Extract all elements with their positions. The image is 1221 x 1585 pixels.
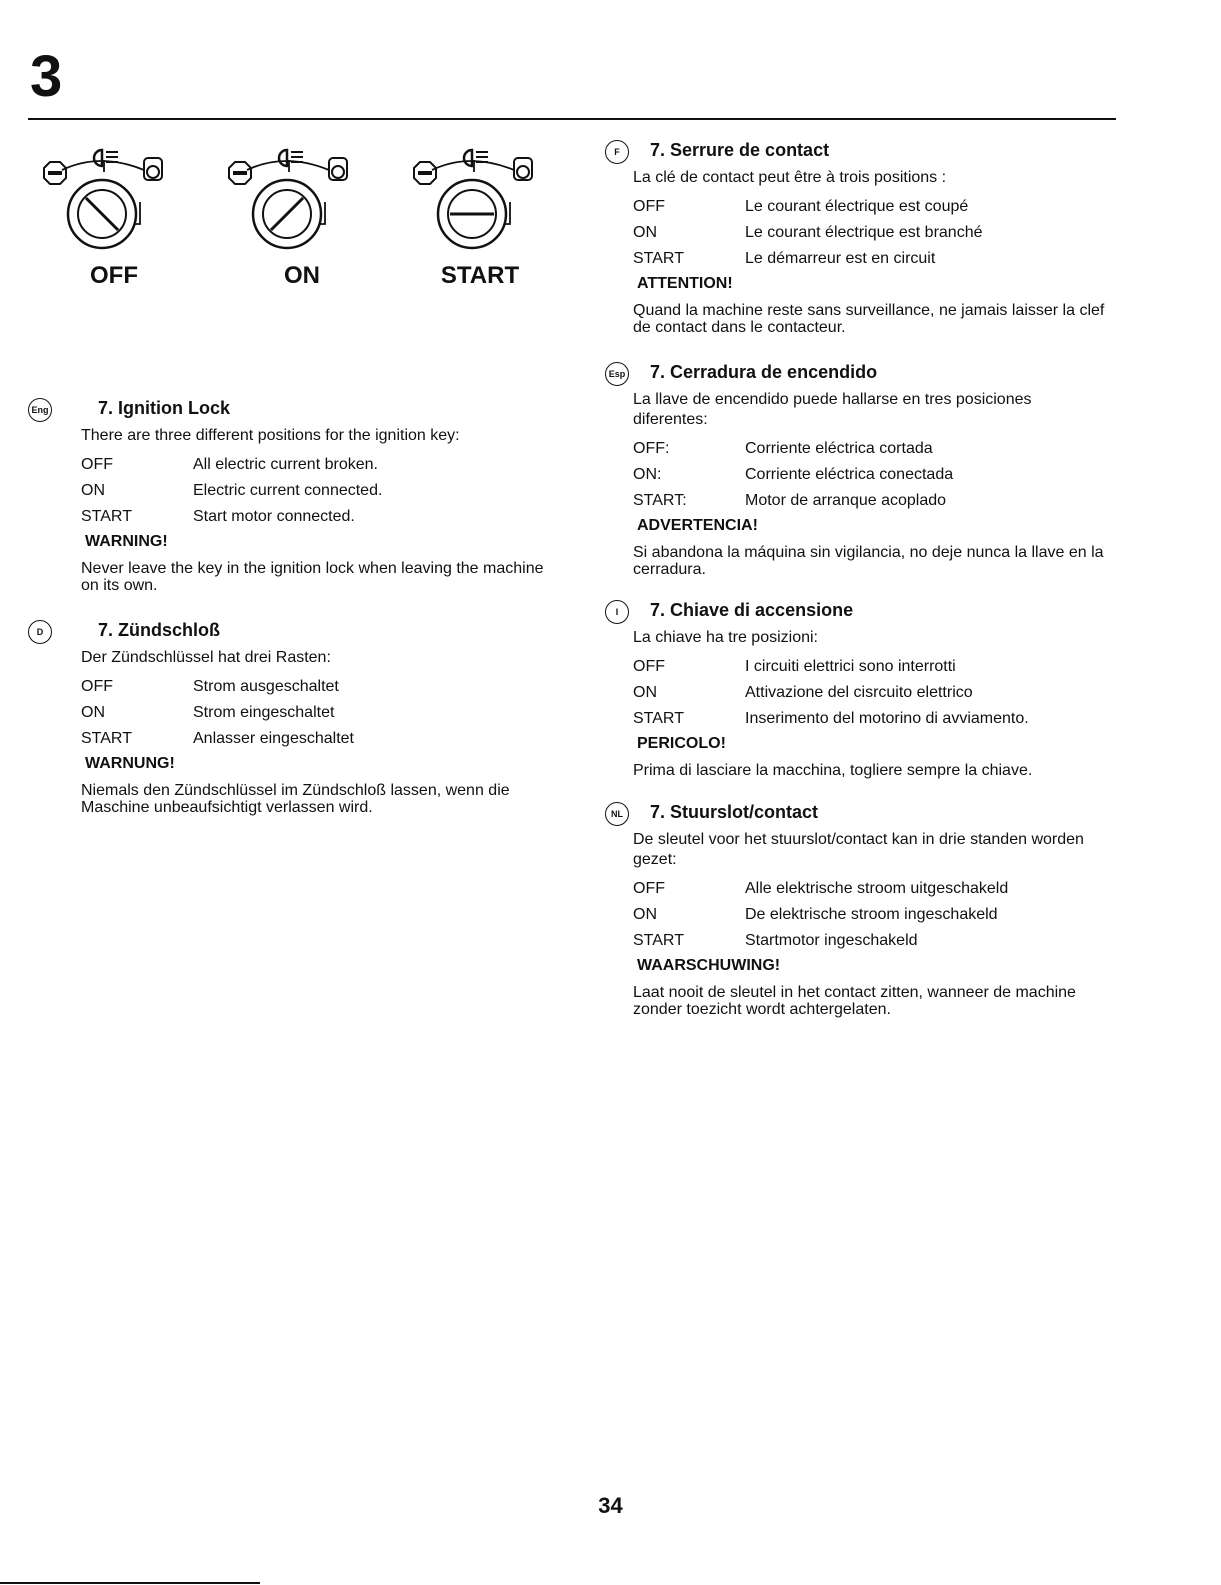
section-title: 7. Stuurslot/contact bbox=[650, 802, 819, 822]
position-row bbox=[81, 700, 553, 726]
warning-label: WARNUNG! bbox=[85, 755, 175, 772]
section-title: 7. Ignition Lock bbox=[98, 398, 231, 418]
section-intro: La clé de contact peut être à trois positions : bbox=[633, 169, 947, 186]
position-row bbox=[633, 194, 1105, 220]
dial-start bbox=[414, 150, 532, 248]
section-french bbox=[605, 140, 1105, 336]
position-row bbox=[81, 504, 553, 530]
section-intro: Der Zündschlüssel hat drei Rasten: bbox=[81, 649, 331, 666]
warning-label: ADVERTENCIA! bbox=[637, 517, 758, 534]
language-badge-icon: F bbox=[605, 140, 629, 164]
position-desc: Motor de arranque acoplado bbox=[745, 492, 947, 509]
position-key: OFF bbox=[633, 658, 665, 675]
position-key: ON bbox=[633, 224, 657, 241]
warning-text: Never leave the key in the ignition lock when leaving the machine on its own. bbox=[81, 560, 544, 594]
position-key: OFF bbox=[633, 198, 665, 215]
position-key: START bbox=[633, 710, 684, 727]
warning-text: Prima di lasciare la macchina, togliere sempre la chiave. bbox=[633, 762, 1033, 779]
position-desc: Electric current connected. bbox=[193, 482, 383, 499]
position-key: ON bbox=[633, 906, 657, 923]
dial-off bbox=[44, 150, 162, 248]
position-row bbox=[633, 654, 1105, 680]
warning-label: WAARSCHUWING! bbox=[637, 957, 781, 974]
warning-text: Quand la machine reste sans surveillance, ne jamais laisser la clef de contact dans le contacteur. bbox=[633, 302, 1105, 336]
position-row bbox=[633, 902, 1105, 928]
bottom-edge-rule bbox=[0, 1582, 260, 1584]
position-row bbox=[633, 680, 1105, 706]
position-key: ON bbox=[81, 482, 105, 499]
position-desc: Inserimento del motorino di avviamento. bbox=[745, 710, 1029, 727]
position-desc: Le courant électrique est branché bbox=[745, 224, 983, 241]
warning-label: WARNING! bbox=[85, 533, 168, 550]
section-italian bbox=[605, 600, 1105, 779]
position-key: OFF: bbox=[633, 440, 670, 457]
position-desc: Startmotor ingeschakeld bbox=[745, 932, 918, 949]
position-row bbox=[633, 246, 1105, 272]
position-desc: All electric current broken. bbox=[193, 456, 378, 473]
position-key: START bbox=[81, 508, 132, 525]
position-key: START bbox=[633, 250, 684, 267]
position-desc: Attivazione del cisrcuito elettrico bbox=[745, 684, 973, 701]
warning-text: Niemals den Zündschlüssel im Zündschloß lassen, wenn die Maschine unbeaufsichtigt verlassen wird. bbox=[81, 782, 510, 816]
position-row bbox=[633, 436, 1105, 462]
language-badge-icon: I bbox=[605, 600, 629, 624]
position-desc: Start motor connected. bbox=[193, 508, 355, 525]
section-intro: There are three different positions for the ignition key: bbox=[81, 427, 460, 444]
position-key: ON bbox=[81, 704, 105, 721]
section-dutch bbox=[605, 802, 1105, 1018]
section-german bbox=[28, 620, 553, 816]
position-row bbox=[633, 462, 1105, 488]
warning-label: ATTENTION! bbox=[637, 275, 733, 292]
position-row bbox=[633, 220, 1105, 246]
chapter-number: 3 bbox=[30, 44, 63, 109]
position-desc: Anlasser eingeschaltet bbox=[193, 730, 354, 747]
position-row bbox=[633, 488, 1105, 514]
position-key: OFF bbox=[81, 456, 113, 473]
position-key: START: bbox=[633, 492, 687, 509]
position-key: OFF bbox=[81, 678, 113, 695]
position-row bbox=[81, 478, 553, 504]
position-desc: Corriente eléctrica cortada bbox=[745, 440, 933, 457]
section-title: 7. Zündschloß bbox=[98, 620, 221, 640]
header-rule bbox=[28, 118, 1116, 120]
position-row bbox=[81, 726, 553, 752]
language-badge-icon: NL bbox=[605, 802, 629, 826]
position-row bbox=[81, 674, 553, 700]
section-spanish bbox=[605, 362, 1105, 578]
section-title: 7. Serrure de contact bbox=[650, 140, 830, 160]
position-desc: Alle elektrische stroom uitgeschakeld bbox=[745, 880, 1009, 897]
position-label-off: OFF bbox=[90, 262, 138, 289]
page-number: 34 bbox=[598, 1493, 623, 1518]
section-title: 7. Chiave di accensione bbox=[650, 600, 854, 620]
section-intro: La llave de encendido puede hallarse en tres posiciones diferentes: bbox=[633, 391, 1032, 428]
position-key: ON: bbox=[633, 466, 662, 483]
position-row bbox=[633, 928, 1105, 954]
language-badge-icon: Esp bbox=[605, 362, 629, 386]
position-desc: Strom eingeschaltet bbox=[193, 704, 335, 721]
language-badge-icon: Eng bbox=[28, 398, 52, 422]
language-badge-icon: D bbox=[28, 620, 52, 644]
position-row bbox=[633, 706, 1105, 732]
position-key: START bbox=[633, 932, 684, 949]
position-key: START bbox=[81, 730, 132, 747]
position-label-on: ON bbox=[284, 262, 320, 289]
warning-text: Si abandona la máquina sin vigilancia, no deje nunca la llave en la cerradura. bbox=[633, 544, 1104, 578]
position-label-start: START bbox=[440, 262, 520, 289]
section-intro: La chiave ha tre posizioni: bbox=[633, 629, 818, 646]
position-desc: Le démarreur est en circuit bbox=[745, 250, 936, 267]
section-title: 7. Cerradura de encendido bbox=[650, 362, 878, 382]
position-row bbox=[633, 876, 1105, 902]
position-desc: De elektrische stroom ingeschakeld bbox=[745, 906, 998, 923]
position-desc: Corriente eléctrica conectada bbox=[745, 466, 954, 483]
section-english bbox=[28, 398, 553, 594]
warning-text: Laat nooit de sleutel in het contact zitten, wanneer de machine zonder toezicht wordt achtergelaten. bbox=[633, 984, 1076, 1018]
section-intro: De sleutel voor het stuurslot/contact kan in drie standen worden gezet: bbox=[633, 831, 1084, 868]
ignition-key-figure bbox=[40, 142, 560, 262]
position-desc: Strom ausgeschaltet bbox=[193, 678, 339, 695]
position-key: OFF bbox=[633, 880, 665, 897]
position-key: ON bbox=[633, 684, 657, 701]
dial-on bbox=[229, 150, 347, 248]
warning-label: PERICOLO! bbox=[637, 735, 726, 752]
position-desc: Le courant électrique est coupé bbox=[745, 198, 969, 215]
position-row bbox=[81, 452, 553, 478]
position-desc: I circuiti elettrici sono interrotti bbox=[745, 658, 956, 675]
